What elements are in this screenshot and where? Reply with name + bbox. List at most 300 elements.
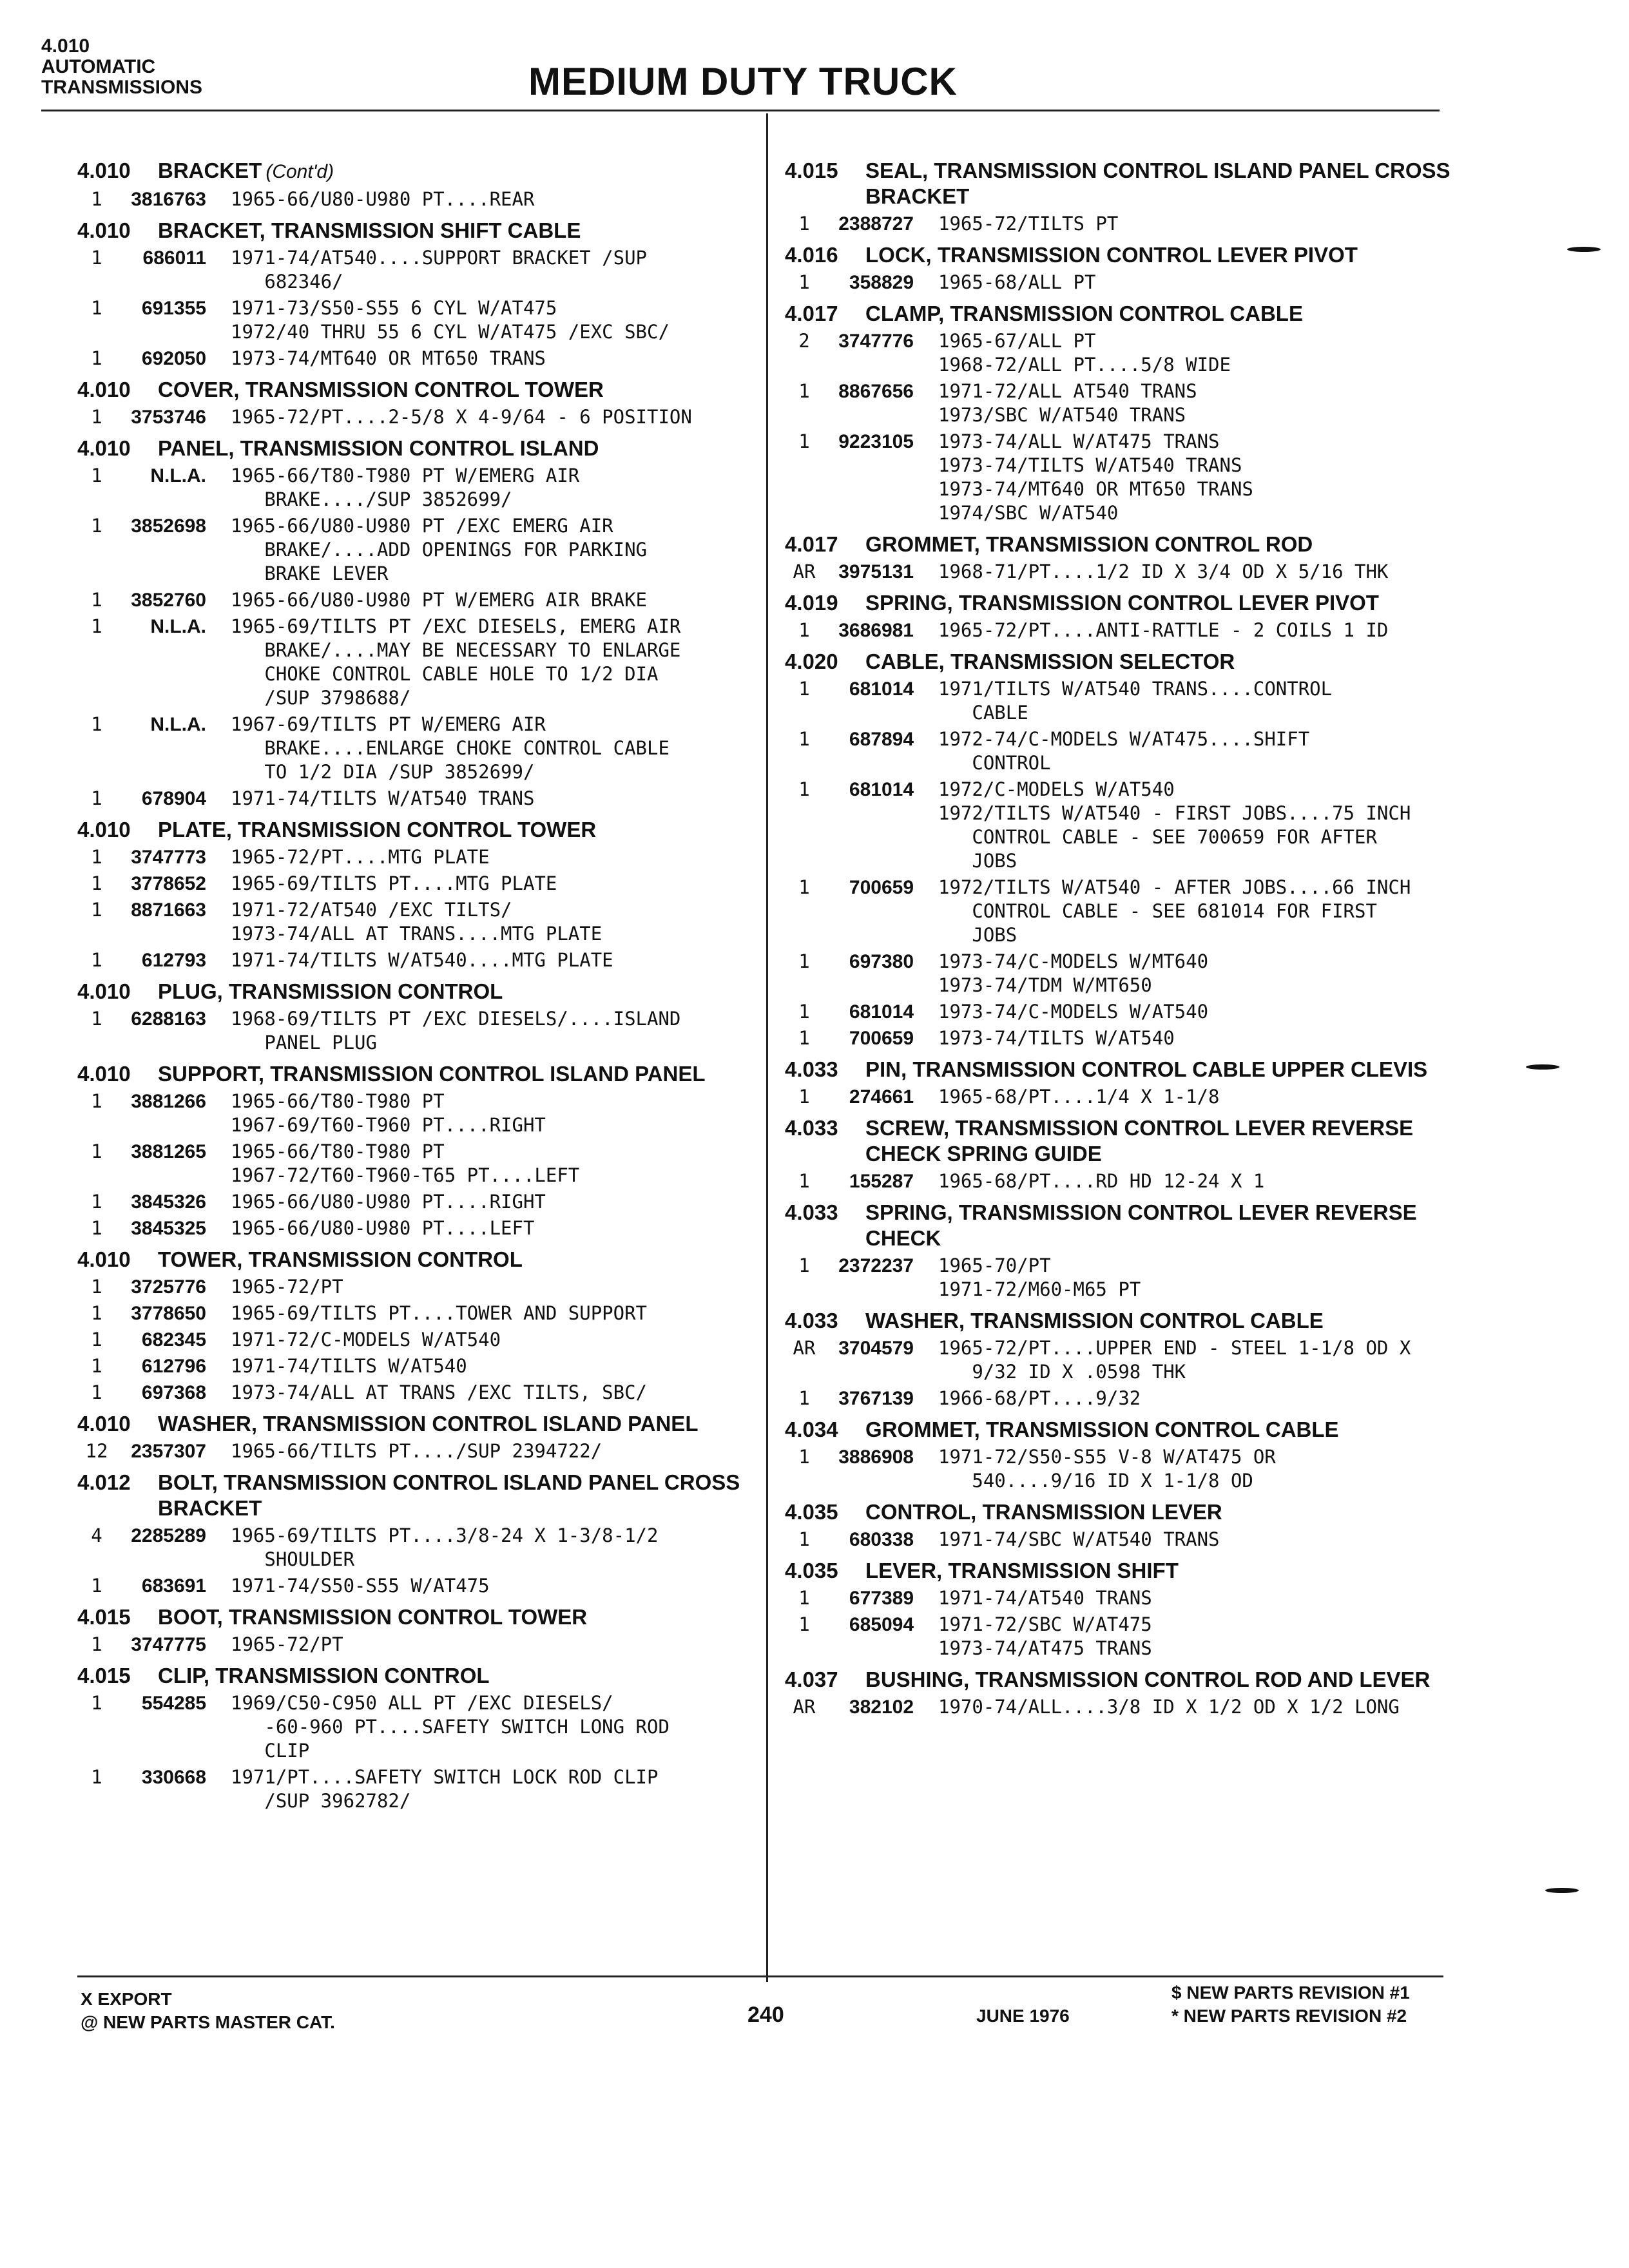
part-description — [231, 1275, 786, 1299]
quantity: 1 — [91, 1217, 102, 1239]
description-line: -60-960 PT....SAFETY SWITCH LONG ROD — [231, 1716, 670, 1738]
quantity: 1 — [798, 1387, 810, 1409]
description-line: 1971-73/S50-S55 6 CYL W/AT475 — [231, 297, 557, 319]
part-number: 2372237 — [838, 1255, 914, 1276]
part-entry — [77, 1574, 786, 1598]
part-number: 681014 — [849, 678, 914, 700]
section-title-text: LOCK, TRANSMISSION CONTROL LEVER PIVOT — [865, 243, 1358, 267]
part-entry — [77, 1765, 786, 1813]
description-line: 1967-69/TILTS PT W/EMERG AIR — [231, 713, 546, 735]
part-number: 681014 — [849, 1001, 914, 1023]
description-line: 1968-72/ALL PT....5/8 WIDE — [938, 354, 1231, 376]
quantity: 1 — [91, 872, 102, 894]
part-entry — [77, 347, 786, 370]
quantity: 1 — [798, 380, 810, 402]
catalog-section — [77, 1411, 786, 1463]
section-code-number: 4.010 — [77, 218, 131, 242]
description-line: 1973-74/MT640 OR MT650 TRANS — [938, 478, 1253, 500]
part-number: 3845325 — [131, 1218, 206, 1239]
section-heading — [785, 301, 1494, 327]
header-rule — [41, 110, 1440, 111]
part-number: 382102 — [849, 1696, 914, 1718]
description-line: 1965-68/PT....RD HD 12-24 X 1 — [938, 1170, 1265, 1192]
part-number: 3975131 — [838, 561, 914, 582]
part-description — [231, 1381, 786, 1405]
quantity: 1 — [798, 1027, 810, 1049]
section-title — [865, 532, 1494, 557]
quantity: 1 — [91, 247, 102, 269]
quantity: 1 — [798, 430, 810, 452]
description-line: 1967-69/T60-T960 PT....RIGHT — [231, 1114, 546, 1136]
part-number: 691355 — [141, 298, 206, 319]
section-title-text: WASHER, TRANSMISSION CONTROL CABLE — [865, 1309, 1324, 1332]
part-description — [938, 271, 1494, 294]
part-entry — [77, 1354, 786, 1378]
section-code-number: 4.037 — [785, 1667, 838, 1691]
section-heading — [77, 158, 786, 185]
footer-export-legend: X EXPORT — [81, 1989, 172, 2009]
part-entry — [785, 560, 1494, 584]
section-code-number: 4.033 — [785, 1200, 838, 1224]
section-code-number: 4.033 — [785, 1057, 838, 1081]
description-line: 682346/ — [231, 271, 343, 293]
part-number: 686011 — [142, 247, 206, 269]
part-entry — [785, 1000, 1494, 1024]
part-number: 3767139 — [838, 1388, 914, 1409]
page-header — [0, 0, 1629, 113]
part-entry — [77, 872, 786, 896]
part-number: 3725776 — [131, 1276, 206, 1298]
part-entry — [785, 1085, 1494, 1109]
section-heading — [77, 1247, 786, 1273]
section-title-text: BOLT, TRANSMISSION CONTROL ISLAND PANEL CROSS BRACKET — [158, 1470, 740, 1520]
part-number: 6288163 — [131, 1008, 206, 1030]
part-number: 3686981 — [838, 620, 914, 641]
quantity: 2 — [798, 330, 810, 352]
catalog-section — [77, 1470, 786, 1598]
section-title-text: BRACKET, TRANSMISSION SHIFT CABLE — [158, 218, 581, 242]
section-code-number: 4.019 — [785, 591, 838, 615]
part-description — [231, 464, 786, 512]
section-heading — [785, 1499, 1494, 1525]
description-line: 1965-72/PT....ANTI-RATTLE - 2 COILS 1 ID — [938, 619, 1389, 641]
section-heading — [785, 1115, 1494, 1167]
part-number: 358829 — [849, 272, 914, 293]
description-line: 1965-72/PT — [231, 1276, 343, 1298]
part-entry — [785, 430, 1494, 525]
section-title-text: PANEL, TRANSMISSION CONTROL ISLAND — [158, 436, 599, 460]
quantity: 1 — [798, 876, 810, 898]
part-number: 3816763 — [131, 189, 206, 210]
section-code-number: 4.035 — [785, 1500, 838, 1524]
section-title — [158, 1061, 786, 1087]
part-description — [938, 1254, 1494, 1302]
part-number: 685094 — [849, 1614, 914, 1635]
quantity: 1 — [91, 713, 102, 735]
part-description — [938, 380, 1494, 427]
section-title-text: SPRING, TRANSMISSION CONTROL LEVER REVERSE CHECK — [865, 1200, 1417, 1250]
part-entry — [785, 1445, 1494, 1493]
part-number: 2388727 — [838, 213, 914, 235]
part-entry — [77, 246, 786, 294]
part-entry — [77, 713, 786, 784]
part-entry — [77, 1190, 786, 1214]
part-description — [231, 713, 786, 784]
section-heading — [785, 242, 1494, 268]
description-line: 1971-72/M60-M65 PT — [938, 1278, 1141, 1300]
section-title-text: COVER, TRANSMISSION CONTROL TOWER — [158, 378, 604, 401]
part-entry — [785, 212, 1494, 236]
description-line: 1972/40 THRU 55 6 CYL W/AT475 /EXC SBC/ — [231, 321, 670, 343]
catalog-section — [785, 1200, 1494, 1302]
part-description — [231, 1190, 786, 1214]
section-title — [865, 649, 1494, 675]
description-line: 1965-66/U80-U980 PT W/EMERG AIR BRAKE — [231, 589, 648, 611]
section-title-text: GROMMET, TRANSMISSION CONTROL ROD — [865, 532, 1313, 556]
part-number: 700659 — [849, 877, 914, 898]
section-heading — [785, 1558, 1494, 1584]
quantity: 1 — [91, 846, 102, 868]
part-description — [938, 778, 1494, 873]
page-title: MEDIUM DUTY TRUCK — [528, 60, 958, 103]
section-title-text: CONTROL, TRANSMISSION LEVER — [865, 1500, 1222, 1524]
continued-label: (Cont'd) — [265, 161, 334, 182]
part-description — [231, 1302, 786, 1325]
quantity: 1 — [798, 1254, 810, 1276]
catalog-section — [785, 649, 1494, 1050]
part-entry — [785, 950, 1494, 997]
catalog-section — [785, 1057, 1494, 1109]
quantity: 1 — [91, 465, 102, 486]
description-line: 1971-74/TILTS W/AT540 TRANS — [231, 787, 535, 809]
description-line: 1974/SBC W/AT540 — [938, 502, 1119, 524]
quantity: AR — [793, 1337, 816, 1359]
part-description — [938, 677, 1494, 725]
part-entry — [785, 1026, 1494, 1050]
section-heading — [77, 1411, 786, 1437]
section-code-number: 4.015 — [77, 1664, 131, 1687]
part-description — [231, 872, 786, 896]
part-description — [231, 1765, 786, 1813]
part-number: 3881266 — [131, 1091, 206, 1112]
section-code-number: 4.010 — [77, 436, 131, 460]
section-code-number: 4.010 — [77, 1412, 131, 1436]
section-title-text: BOOT, TRANSMISSION CONTROL TOWER — [158, 1605, 588, 1629]
part-entry — [77, 948, 786, 972]
publication-date: JUNE 1976 — [976, 2006, 1070, 2026]
quantity: 1 — [91, 1575, 102, 1597]
description-line: 1971-72/AT540 /EXC TILTS/ — [231, 899, 512, 921]
quantity: 1 — [798, 1001, 810, 1023]
description-line: CONTROL CABLE - SEE 700659 FOR AFTER — [938, 826, 1377, 848]
section-title-text: CLIP, TRANSMISSION CONTROL — [158, 1664, 490, 1687]
part-number: 612796 — [141, 1356, 206, 1377]
description-line: CHOKE CONTROL CABLE HOLE TO 1/2 DIA — [231, 663, 659, 685]
catalog-section — [785, 1115, 1494, 1193]
description-line: 1971-74/TILTS W/AT540....MTG PLATE — [231, 949, 613, 971]
part-entry — [785, 1586, 1494, 1610]
description-line: TO 1/2 DIA /SUP 3852699/ — [231, 761, 535, 783]
description-line: SHOULDER — [231, 1548, 355, 1570]
part-number: 3747773 — [131, 847, 206, 868]
quantity: 1 — [91, 615, 102, 637]
part-description — [938, 876, 1494, 947]
description-line: 1966-68/PT....9/32 — [938, 1387, 1141, 1409]
part-number: 692050 — [141, 348, 206, 369]
description-line: CABLE — [938, 702, 1028, 724]
section-heading — [77, 436, 786, 461]
catalog-section — [785, 158, 1494, 236]
description-line: 1965-66/U80-U980 PT /EXC EMERG AIR — [231, 515, 613, 537]
part-entry — [785, 1169, 1494, 1193]
part-description — [231, 246, 786, 294]
description-line: 1972-74/C-MODELS W/AT475....SHIFT — [938, 728, 1310, 750]
part-number: 8871663 — [131, 899, 206, 921]
description-line: 1965-69/TILTS PT....3/8-24 X 1-3/8-1/2 — [231, 1524, 659, 1546]
description-line: /SUP 3962782/ — [231, 1790, 411, 1812]
catalog-section — [77, 436, 786, 811]
description-line: 1971-72/C-MODELS W/AT540 — [231, 1329, 501, 1350]
quantity: 1 — [798, 678, 810, 700]
section-title-text: PLUG, TRANSMISSION CONTROL — [158, 979, 503, 1003]
part-number: 3778650 — [131, 1303, 206, 1324]
part-entry — [77, 1328, 786, 1352]
section-heading — [785, 1667, 1494, 1693]
description-line: 1973/SBC W/AT540 TRANS — [938, 404, 1186, 426]
quantity: 1 — [798, 778, 810, 800]
description-line: 1973-74/ALL AT TRANS /EXC TILTS, SBC/ — [231, 1381, 648, 1403]
part-number: 2357307 — [131, 1441, 206, 1462]
description-line: 1965-66/TILTS PT..../SUP 2394722/ — [231, 1440, 602, 1462]
description-line: 1965-72/PT — [231, 1633, 343, 1655]
section-heading — [77, 817, 786, 843]
part-number: 700659 — [849, 1028, 914, 1049]
part-description — [231, 1633, 786, 1657]
description-line: 1971-72/S50-S55 V-8 W/AT475 OR — [938, 1446, 1276, 1468]
section-title — [865, 242, 1494, 268]
part-entry — [77, 405, 786, 429]
part-description — [231, 1439, 786, 1463]
quantity: 1 — [798, 1170, 810, 1192]
description-line: 1971-72/ALL AT540 TRANS — [938, 380, 1197, 402]
part-description — [231, 787, 786, 811]
quantity: 1 — [91, 1191, 102, 1213]
section-title — [158, 979, 786, 1004]
part-description — [938, 1528, 1494, 1552]
description-line: 1972/TILTS W/AT540 - FIRST JOBS....75 INCH — [938, 802, 1411, 824]
part-description — [938, 1000, 1494, 1024]
catalog-section — [77, 1604, 786, 1657]
part-number: 3778652 — [131, 873, 206, 894]
quantity: 1 — [91, 347, 102, 369]
description-line: BRAKE LEVER — [231, 562, 389, 584]
part-number: N.L.A. — [150, 465, 206, 486]
description-line: 1973-74/TDM W/MT650 — [938, 974, 1152, 996]
section-title-text: BRACKET — [158, 159, 262, 182]
catalog-section — [785, 1558, 1494, 1660]
section-code-number: 4.017 — [785, 532, 838, 556]
description-line: 1965-69/TILTS PT....MTG PLATE — [231, 872, 557, 894]
section-title-text: SPRING, TRANSMISSION CONTROL LEVER PIVOT — [865, 591, 1379, 615]
section-code-number: 4.033 — [785, 1116, 838, 1140]
section-title — [158, 436, 786, 461]
description-line: 1971-74/TILTS W/AT540 — [231, 1355, 467, 1377]
description-line: 1965-72/TILTS PT — [938, 213, 1119, 235]
part-description — [938, 329, 1494, 377]
description-line: PANEL PLUG — [231, 1032, 377, 1053]
description-line: 1965-66/T80-T980 PT W/EMERG AIR — [231, 465, 580, 486]
section-title-text: WASHER, TRANSMISSION CONTROL ISLAND PANEL — [158, 1412, 699, 1436]
part-number: 697380 — [849, 951, 914, 972]
part-entry — [77, 1633, 786, 1657]
part-description — [231, 845, 786, 869]
quantity: 1 — [91, 1692, 102, 1714]
part-entry — [785, 876, 1494, 947]
part-number: 3753746 — [131, 407, 206, 428]
quantity: 1 — [798, 619, 810, 641]
section-heading — [785, 1417, 1494, 1443]
section-title — [158, 218, 786, 244]
description-line: 1973-74/TILTS W/AT540 TRANS — [938, 454, 1242, 476]
section-title — [865, 590, 1494, 616]
part-entry — [77, 1524, 786, 1571]
quantity: 1 — [91, 1302, 102, 1324]
quantity: 1 — [91, 515, 102, 537]
section-title-text: SEAL, TRANSMISSION CONTROL ISLAND PANEL CROSS BRACKET — [865, 159, 1451, 208]
part-entry — [77, 1381, 786, 1405]
description-line: 9/32 ID X .0598 THK — [938, 1361, 1186, 1383]
part-description — [938, 1387, 1494, 1410]
section-title — [865, 1558, 1494, 1584]
part-entry — [77, 615, 786, 710]
part-description — [231, 1090, 786, 1137]
section-title — [158, 1411, 786, 1437]
part-entry — [77, 1691, 786, 1763]
section-code-number: 4.010 — [77, 979, 131, 1003]
catalog-section — [785, 590, 1494, 642]
quantity: 1 — [798, 1613, 810, 1635]
section-code-number: 4.017 — [785, 302, 838, 325]
part-entry — [785, 271, 1494, 294]
part-number: 3747776 — [838, 331, 914, 352]
quantity: 1 — [91, 297, 102, 319]
right-column — [785, 158, 1494, 1725]
description-line: 1971-74/S50-S55 W/AT475 — [231, 1575, 490, 1597]
footer-master-legend: @ NEW PARTS MASTER CAT. — [81, 2012, 335, 2032]
section-title — [158, 377, 786, 403]
part-number: 330668 — [141, 1767, 206, 1788]
part-number: N.L.A. — [150, 616, 206, 637]
description-line: BRAKE....ENLARGE CHOKE CONTROL CABLE — [231, 737, 670, 759]
part-entry — [77, 787, 786, 811]
section-title — [158, 1604, 786, 1630]
quantity: 1 — [91, 949, 102, 971]
part-number: 554285 — [141, 1693, 206, 1714]
quantity: 1 — [91, 1766, 102, 1788]
section-heading — [77, 377, 786, 403]
catalog-section — [77, 158, 786, 211]
section-title-text: PIN, TRANSMISSION CONTROL CABLE UPPER CLEVIS — [865, 1057, 1428, 1081]
quantity: 1 — [91, 188, 102, 210]
part-description — [231, 405, 786, 429]
part-number: 677389 — [849, 1588, 914, 1609]
margin-tick-mark — [1567, 247, 1601, 252]
description-line: 540....9/16 ID X 1-1/8 OD — [938, 1470, 1253, 1492]
part-entry — [77, 1275, 786, 1299]
part-entry — [77, 187, 786, 211]
section-title — [865, 1417, 1494, 1443]
description-line: 1971-74/SBC W/AT540 TRANS — [938, 1528, 1220, 1550]
page-number: 240 — [747, 2003, 784, 2027]
part-number: 3886908 — [838, 1446, 914, 1468]
section-heading — [77, 1604, 786, 1630]
description-line: 1972/TILTS W/AT540 - AFTER JOBS....66 INCH — [938, 876, 1411, 898]
section-title-text: CLAMP, TRANSMISSION CONTROL CABLE — [865, 302, 1303, 325]
part-number: 3852760 — [131, 590, 206, 611]
part-description — [938, 1586, 1494, 1610]
section-code-number: 4.034 — [785, 1418, 838, 1441]
section-title — [865, 1308, 1494, 1334]
description-line: 1965-69/TILTS PT /EXC DIESELS, EMERG AIR — [231, 615, 681, 637]
part-entry — [785, 778, 1494, 873]
page-footer — [0, 1972, 1629, 2049]
section-code-number: 4.015 — [785, 159, 838, 182]
part-entry — [785, 619, 1494, 642]
part-number: 3704579 — [838, 1338, 914, 1359]
part-description — [938, 212, 1494, 236]
section-code-number: 4.010 — [77, 159, 131, 182]
section-heading — [785, 532, 1494, 557]
catalog-section — [77, 1247, 786, 1405]
part-description — [938, 950, 1494, 997]
catalog-section — [785, 301, 1494, 525]
quantity: 1 — [91, 1355, 102, 1377]
description-line: 1967-72/T60-T960-T65 PT....LEFT — [231, 1164, 580, 1186]
quantity: 12 — [85, 1440, 108, 1462]
part-entry — [77, 898, 786, 946]
part-description — [231, 898, 786, 946]
quantity: 1 — [91, 1008, 102, 1030]
quantity: 1 — [91, 899, 102, 921]
quantity: 1 — [91, 787, 102, 809]
quantity: 1 — [91, 1633, 102, 1655]
part-entry — [77, 1090, 786, 1137]
part-description — [938, 1169, 1494, 1193]
section-title-text: LEVER, TRANSMISSION SHIFT — [865, 1559, 1179, 1582]
part-number: 2285289 — [131, 1525, 206, 1546]
part-entry — [785, 380, 1494, 427]
section-title-text: BUSHING, TRANSMISSION CONTROL ROD AND LEVER — [865, 1667, 1431, 1691]
section-heading — [785, 158, 1494, 209]
section-code-number: 4.010 — [77, 1247, 131, 1271]
section-title — [865, 1057, 1494, 1082]
quantity: 1 — [91, 1140, 102, 1162]
description-line: 1965-66/T80-T980 PT — [231, 1140, 445, 1162]
part-entry — [77, 1007, 786, 1055]
section-heading — [77, 1061, 786, 1087]
section-heading — [785, 1200, 1494, 1251]
description-line: JOBS — [938, 924, 1017, 946]
description-line: 1972/C-MODELS W/AT540 — [938, 778, 1175, 800]
part-number: 687894 — [849, 729, 914, 750]
footer-revision-1: $ NEW PARTS REVISION #1 — [1171, 1983, 1410, 2003]
margin-tick-mark — [1545, 1888, 1579, 1893]
part-entry — [785, 1528, 1494, 1552]
part-number: 3852698 — [131, 515, 206, 537]
description-line: 1970-74/ALL....3/8 ID X 1/2 OD X 1/2 LONG — [938, 1696, 1400, 1718]
section-heading — [77, 979, 786, 1004]
part-number: 155287 — [849, 1171, 914, 1192]
